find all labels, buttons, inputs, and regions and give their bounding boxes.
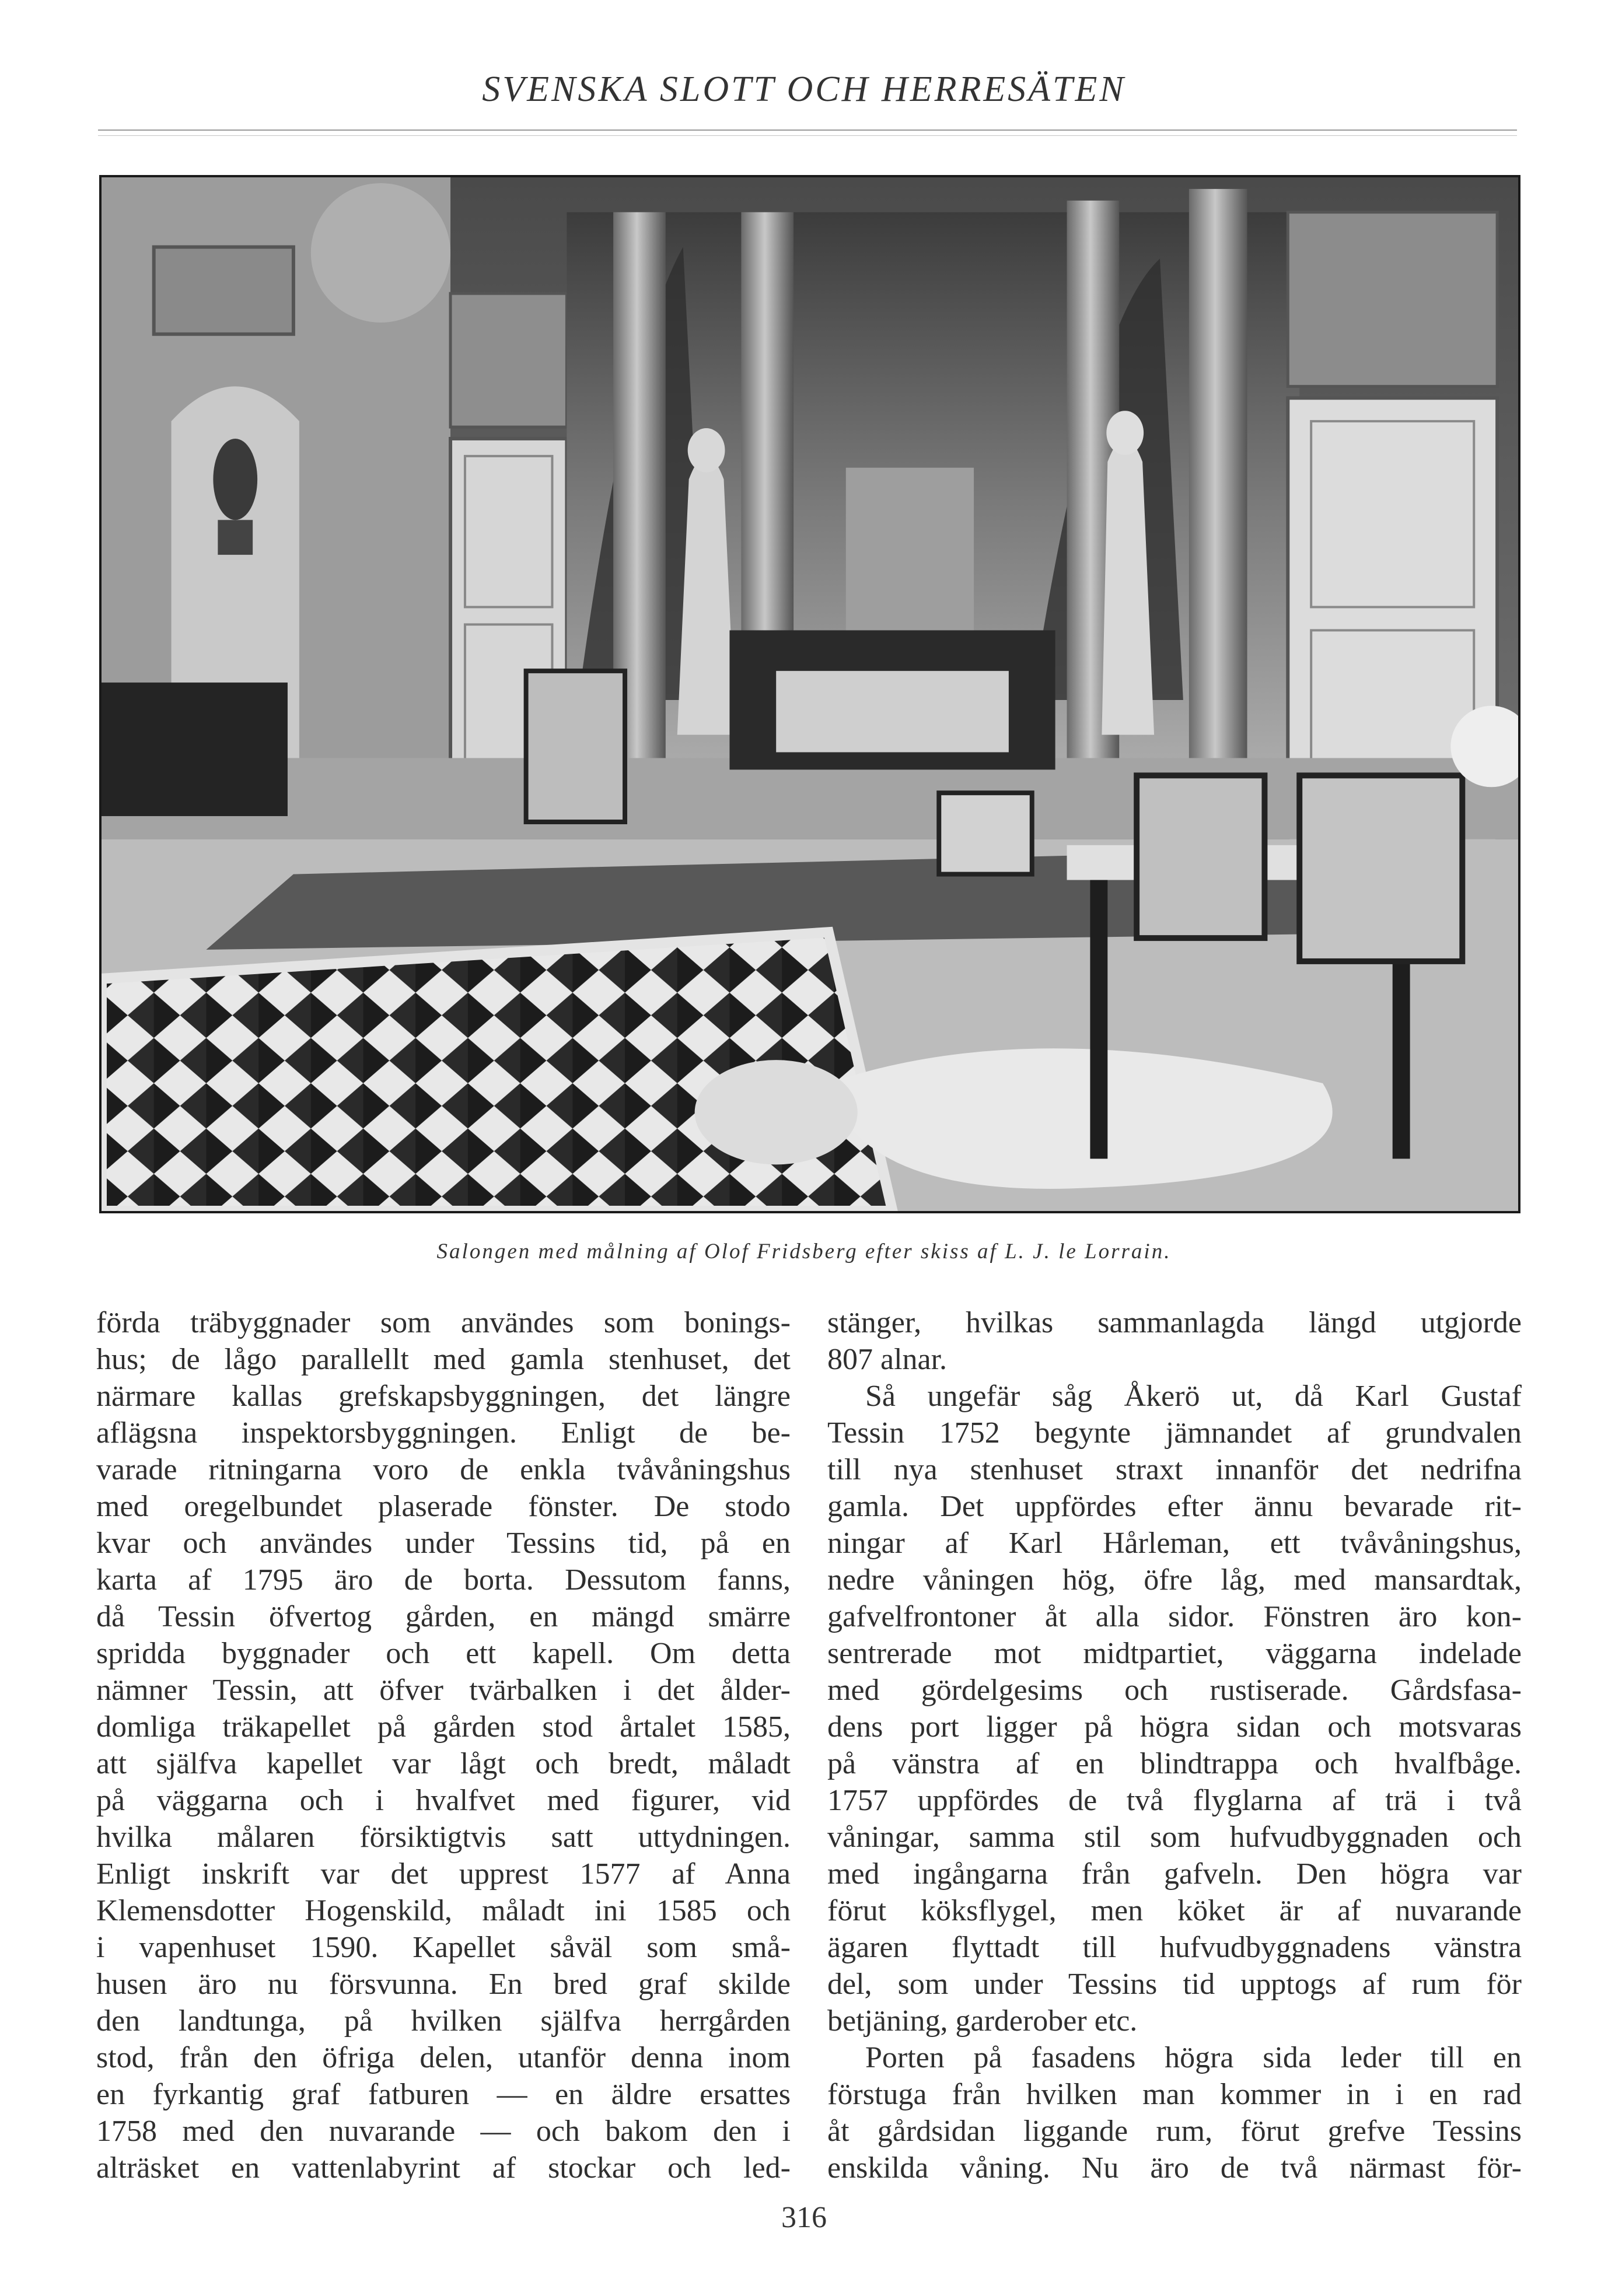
text-line: nedre våningen hög, öfre låg, med mansardtak, [827,1563,1522,1597]
salon-photograph [99,175,1520,1213]
text-line: Enligt inskrift var det upprest 1577 af Anna [96,1857,791,1891]
text-line: 1758 med den nuvarande — och bakom den i [96,2115,791,2148]
text-line: hvilka målaren försiktigtvis satt uttydningen. [96,1821,791,1854]
running-head: SVENSKA SLOTT OCH HERRESÄTEN [482,69,1126,109]
text-line: då Tessin öfvertog gården, en mängd smärre [96,1600,791,1633]
page-number: 316 [781,2201,827,2234]
text-line: aflägsna inspektorsbyggningen. Enligt de be- [96,1416,791,1450]
text-line: stod, från den öfriga delen, utanför denna inom [96,2041,791,2074]
text-line: betjäning, garderober etc. [827,2004,1138,2038]
text-line: förda träbyggnader som användes som bonings- [96,1306,791,1339]
text-line: enskilda våning. Nu äro de två närmast för- [827,2151,1522,2185]
text-line: stänger, hvilkas sammanlagda längd utgjorde [827,1306,1522,1339]
text-line: gafvelfrontoner åt alla sidor. Fönstren äro kon- [827,1600,1522,1633]
text-line: med gördelgesims och rustiserade. Gårdsfasa- [827,1674,1522,1707]
text-line: till nya stenhuset straxt innanför det nedrifna [827,1453,1522,1486]
text-line: kvar och användes under Tessins tid, på en [96,1527,791,1560]
text-line: i vapenhuset 1590. Kapellet såväl som små- [96,1931,791,1964]
header-rule [98,130,1517,131]
text-line: husen äro nu försvunna. En bred graf skilde [96,1968,791,2001]
figure-caption: Salongen med målning af Olof Fridsberg efter skiss af L. J. le Lorrain. [436,1240,1172,1264]
text-line: Porten på fasadens högra sida leder till en [865,2041,1522,2074]
text-line: domliga träkapellet på gården stod årtalet 1585, [96,1710,791,1744]
text-line: Klemensdotter Hogenskild, måladt ini 1585 och [96,1894,791,1927]
text-line: Så ungefär såg Åkerö ut, då Karl Gustaf [865,1380,1522,1413]
text-line: hus; de lågo parallellt med gamla stenhuset, det [96,1343,791,1376]
text-line: att själfva kapellet var lågt och bredt, måladt [96,1747,791,1780]
text-line: på väggarna och i hvalfvet med figurer, vid [96,1784,791,1817]
text-line: nämner Tessin, att öfver tvärbalken i det ålder- [96,1674,791,1707]
text-line: dens port ligger på högra sidan och motsvaras [827,1710,1522,1744]
text-line: närmare kallas grefskapsbyggningen, det längre [96,1380,791,1413]
text-line: Tessin 1752 begynte jämnandet af grundvalen [827,1416,1522,1450]
text-line: den landtunga, på hvilken själfva herrgården [96,2004,791,2038]
text-line: alträsket en vattenlabyrint af stockar och led- [96,2151,791,2185]
text-line: del, som under Tessins tid upptogs af rum för [827,1968,1522,2001]
text-line: 807 alnar. [827,1343,948,1376]
text-line: sentrerade mot midtpartiet, väggarna indelade [827,1637,1522,1670]
text-line: åt gårdsidan liggande rum, förut grefve Tessins [827,2115,1522,2148]
text-line: med ingångarna från gafveln. Den högra var [827,1857,1522,1891]
text-line: ägaren flyttadt till hufvudbyggnadens vänstra [827,1931,1522,1964]
text-line: på vänstra af en blindtrappa och hvalfbåge. [827,1747,1522,1780]
text-line: en fyrkantig graf fatburen — en äldre ersattes [96,2078,791,2111]
text-column-left [96,1304,791,2186]
text-line: spridda byggnader och ett kapell. Om detta [96,1637,791,1670]
text-line: ningar af Karl Hårleman, ett tvåvåningshus, [827,1527,1522,1560]
text-line: förstuga från hvilken man kommer in i en rad [827,2078,1522,2111]
text-line: 1757 uppfördes de två flyglarna af trä i två [827,1784,1522,1817]
text-line: med oregelbundet plaserade fönster. De stodo [96,1490,791,1523]
text-line: varade ritningarna voro de enkla tvåvåningshus [96,1453,791,1486]
header-rule-secondary [98,135,1517,136]
text-column-right [827,1304,1522,2186]
text-line: förut köksflygel, men köket är af nuvarande [827,1894,1522,1927]
text-line: våningar, samma stil som hufvudbyggnaden och [827,1821,1522,1854]
text-line: gamla. Det uppfördes efter ännu bevarade rit- [827,1490,1522,1523]
text-line: karta af 1795 äro de borta. Dessutom fanns, [96,1563,791,1597]
